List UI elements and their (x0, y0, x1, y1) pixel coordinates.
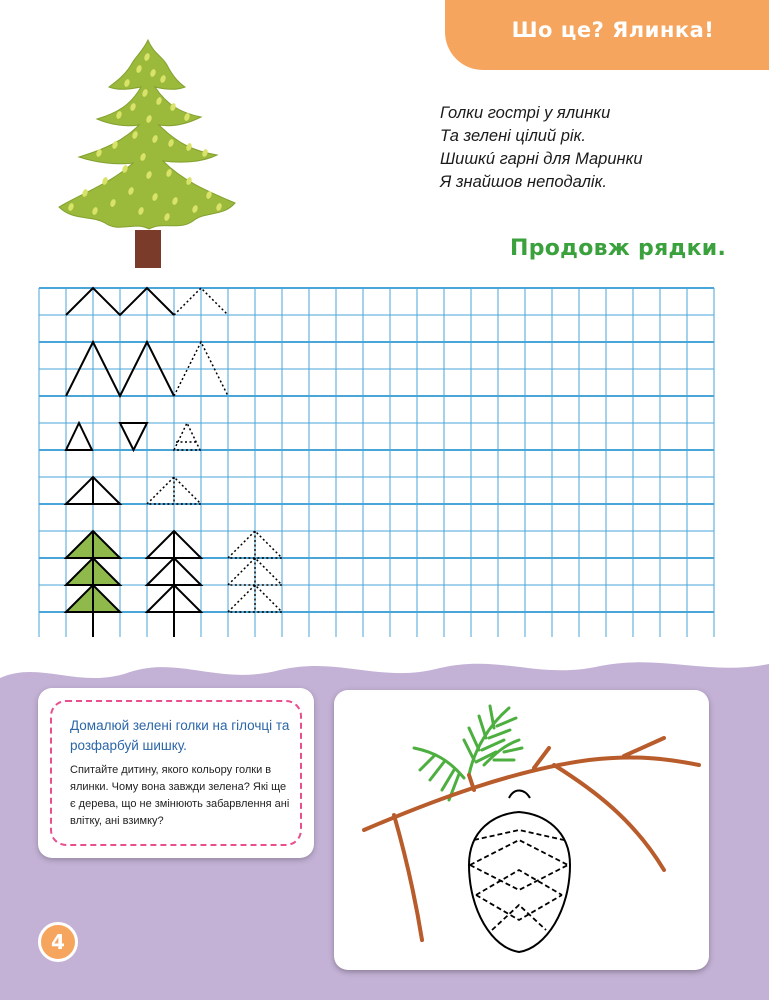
poem-line: Голки гострі у ялинки (440, 104, 611, 122)
exercise-instruction: Продовж рядки. (510, 236, 727, 261)
task-card (38, 688, 314, 858)
poem-line: Та зелені цілий рік. (440, 127, 586, 145)
branch-cone-illustration (334, 690, 709, 970)
poem-line: Шишкú гарні для Маринки (440, 150, 643, 168)
green-tree (66, 531, 120, 637)
row3-trace (174, 423, 200, 450)
task-note: Спитайте дитину, якого кольору голки в ялинки. Чому вона завжди зелена? Які ще є дерева, що не змінюють забарвлення ані влітку, ані взимку? (70, 764, 290, 827)
row3-triangle-down (120, 423, 147, 450)
drawing-card (334, 690, 709, 970)
outline-tree (147, 531, 201, 637)
poem-line: Я знайшов неподалік. (440, 173, 607, 191)
row3-triangle-up (66, 423, 92, 450)
page-number: 4 (38, 922, 78, 962)
task-title: Домалюй зелені голки на гілочці та розфарбуй шишку. (70, 718, 290, 753)
task-dashed-frame (50, 700, 302, 846)
page-title: Шо це? Ялинка! (511, 18, 715, 42)
needles-sample (414, 706, 522, 800)
grid-lines (39, 288, 714, 637)
pine-cone (469, 791, 570, 953)
